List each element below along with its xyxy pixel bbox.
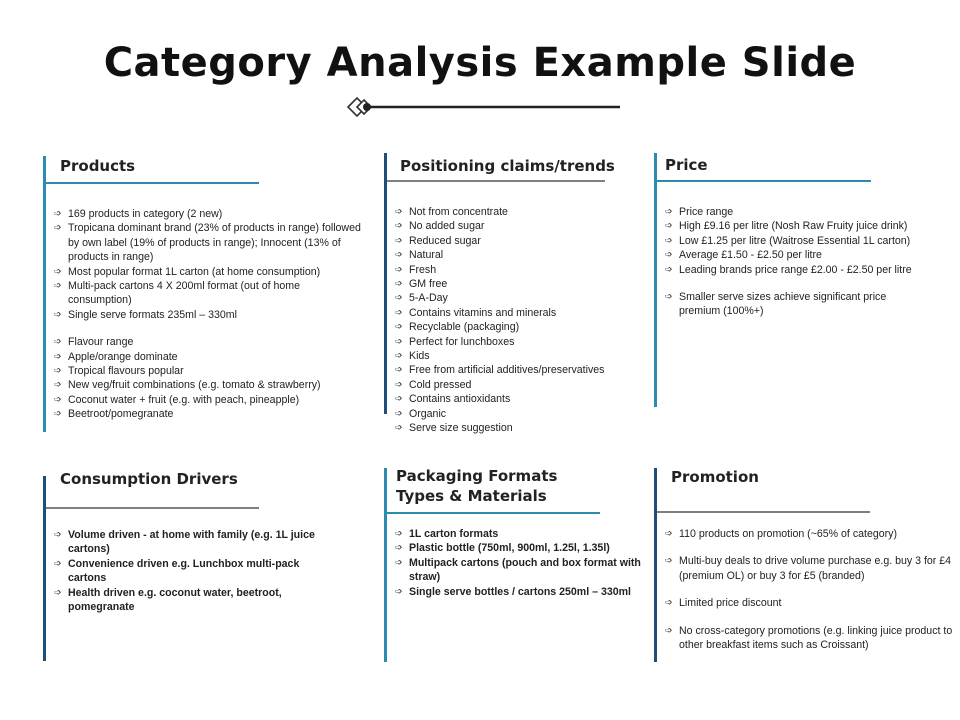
list-item: ➩ Multi-pack cartons 4 X 200ml format (out of home consumption) [54,279,364,308]
packaging-heading-line2: Types & Materials [396,487,547,505]
promotion-heading-underline [657,511,870,513]
promotion-list [665,527,955,652]
list-item: ➩ Convenience driven e.g. Lunchbox multi-pack cartons [54,557,339,586]
list-item: ➩ Average £1.50 - £2.50 per litre [665,248,915,262]
list-item: ➩ Perfect for lunchboxes [395,335,645,349]
list-item: ➩ Smaller serve sizes achieve significant price premium (100%+) [665,290,915,319]
list-item: ➩ Leading brands price range £2.00 - £2.50 per litre [665,263,915,277]
list-item: ➩ New veg/fruit combinations (e.g. tomato & strawberry) [54,378,364,392]
list-item: ➩ Contains antioxidants [395,392,645,406]
price-accent-bar [654,153,657,407]
list-item: ➩ Multi-buy deals to drive volume purchase e.g. buy 3 for £4 (premium OL) or buy 3 for £5 (branded) [665,554,955,583]
list-item: ➩ Recyclable (packaging) [395,320,645,334]
list-item: ➩ Kids [395,349,645,363]
list-item: ➩ No added sugar [395,219,645,233]
consumption-list [54,528,339,614]
list-item: ➩ Contains vitamins and minerals [395,306,645,320]
list-item: ➩ Health driven e.g. coconut water, beetroot, pomegranate [54,586,339,615]
consumption-heading-underline [46,507,259,509]
products-heading-underline [46,182,259,184]
list-item: ➩ 1L carton formats [395,527,655,541]
page-title: Category Analysis Example Slide [103,40,857,86]
list-item: ➩ Serve size suggestion [395,421,645,435]
price-heading: Price [665,156,708,174]
list-item: ➩ Cold pressed [395,378,645,392]
packaging-list [395,527,655,599]
price-list [665,205,915,319]
list-item: ➩ Single serve bottles / cartons 250ml – 330ml [395,585,655,599]
packaging-heading-line1: Packaging Formats [396,467,558,485]
products-list [54,207,364,422]
positioning-heading: Positioning claims/trends [400,157,615,175]
list-item: ➩ Reduced sugar [395,234,645,248]
list-item: ➩ Flavour range [54,335,364,349]
promotion-heading: Promotion [671,468,759,486]
list-item: ➩ Low £1.25 per litre (Waitrose Essential 1L carton) [665,234,915,248]
list-item: ➩ Not from concentrate [395,205,645,219]
products-accent-bar [43,156,46,432]
list-item: ➩ Most popular format 1L carton (at home consumption) [54,265,364,279]
list-item: ➩ Apple/orange dominate [54,350,364,364]
products-heading: Products [60,157,136,175]
list-item: ➩ Limited price discount [665,596,955,610]
list-item: ➩ Tropicana dominant brand (23% of products in range) followed by own label (19% of products in range); Innocent (13% of products in range) [54,221,364,264]
packaging-accent-bar [384,468,387,662]
consumption-accent-bar [43,476,46,661]
list-item: ➩ 169 products in category (2 new) [54,207,364,221]
title-divider-ornament [338,92,628,122]
list-item: ➩ Organic [395,407,645,421]
consumption-heading: Consumption Drivers [60,470,238,488]
list-item: ➩ GM free [395,277,645,291]
list-item: ➩ Coconut water + fruit (e.g. with peach, pineapple) [54,393,364,407]
positioning-accent-bar [384,153,387,414]
list-item: ➩ 5-A-Day [395,291,645,305]
promotion-accent-bar [654,468,657,662]
list-item: ➩ Natural [395,248,645,262]
list-item: ➩ Beetroot/pomegranate [54,407,364,421]
list-item: ➩ Plastic bottle (750ml, 900ml, 1.25l, 1.35l) [395,541,655,555]
list-item: ➩ High £9.16 per litre (Nosh Raw Fruity juice drink) [665,219,915,233]
list-item: ➩ Volume driven - at home with family (e.g. 1L juice cartons) [54,528,339,557]
list-item: ➩ Single serve formats 235ml – 330ml [54,308,364,322]
list-item: ➩ Tropical flavours popular [54,364,364,378]
price-heading-underline [657,180,871,182]
list-item: ➩ No cross-category promotions (e.g. linking juice product to other breakfast items such as Croissant) [665,624,955,653]
list-item: ➩ Free from artificial additives/preservatives [395,363,645,377]
list-item: ➩ Fresh [395,263,645,277]
packaging-heading-underline [387,512,600,514]
list-item: ➩ Multipack cartons (pouch and box format with straw) [395,556,655,585]
positioning-heading-underline [387,180,605,182]
list-item: ➩ 110 products on promotion (~65% of category) [665,527,955,541]
positioning-list [395,205,645,436]
list-item: ➩ Price range [665,205,915,219]
